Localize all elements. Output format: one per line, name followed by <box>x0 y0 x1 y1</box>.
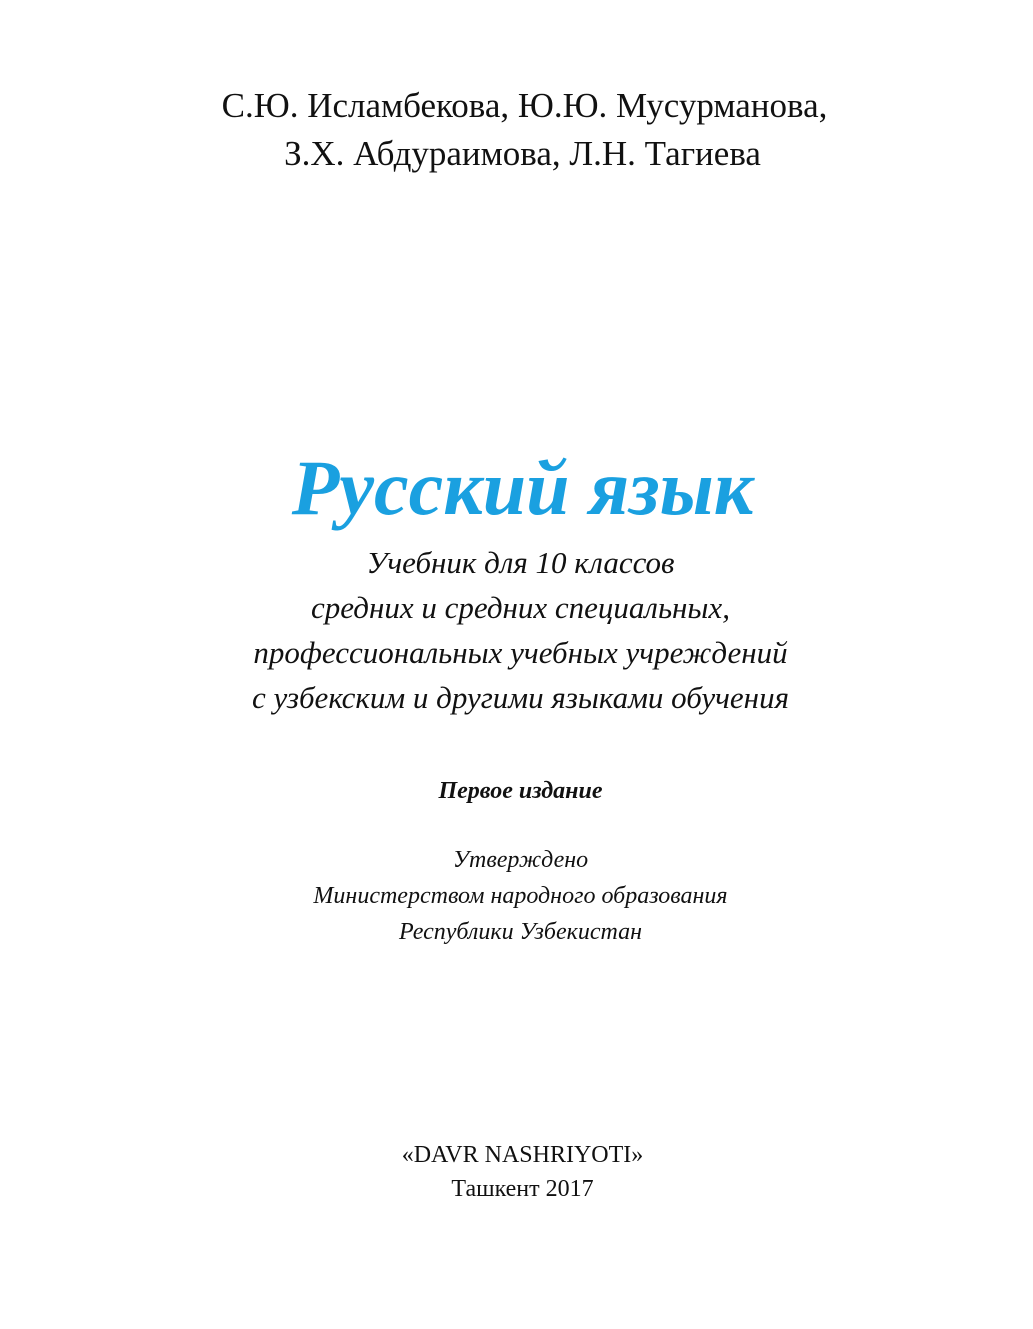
approval-line: Республики Узбекистан <box>398 919 643 945</box>
approval-line: Министерством народного образования <box>313 883 728 909</box>
edition-label: Первое издание <box>438 778 603 804</box>
authors-line-2: З.Х. Абдураимова, Л.Н. Тагиева <box>284 134 761 173</box>
subtitle-line: профессиональных учебных учреждений <box>253 635 788 670</box>
approval-line: Утверждено <box>452 847 589 873</box>
publisher-city-year: Ташкент 2017 <box>451 1176 594 1202</box>
book-title: Русский язык <box>291 444 754 531</box>
subtitle-line: средних и средних специальных, <box>311 590 730 625</box>
subtitle-line: Учебник для 10 классов <box>366 545 675 580</box>
authors-line-1: С.Ю. Исламбекова, Ю.Ю. Мусурманова, <box>221 86 828 125</box>
publisher-name: «DAVR NASHRIYOTI» <box>401 1142 644 1168</box>
subtitle-line: с узбекским и другими языками обучения <box>252 680 789 715</box>
